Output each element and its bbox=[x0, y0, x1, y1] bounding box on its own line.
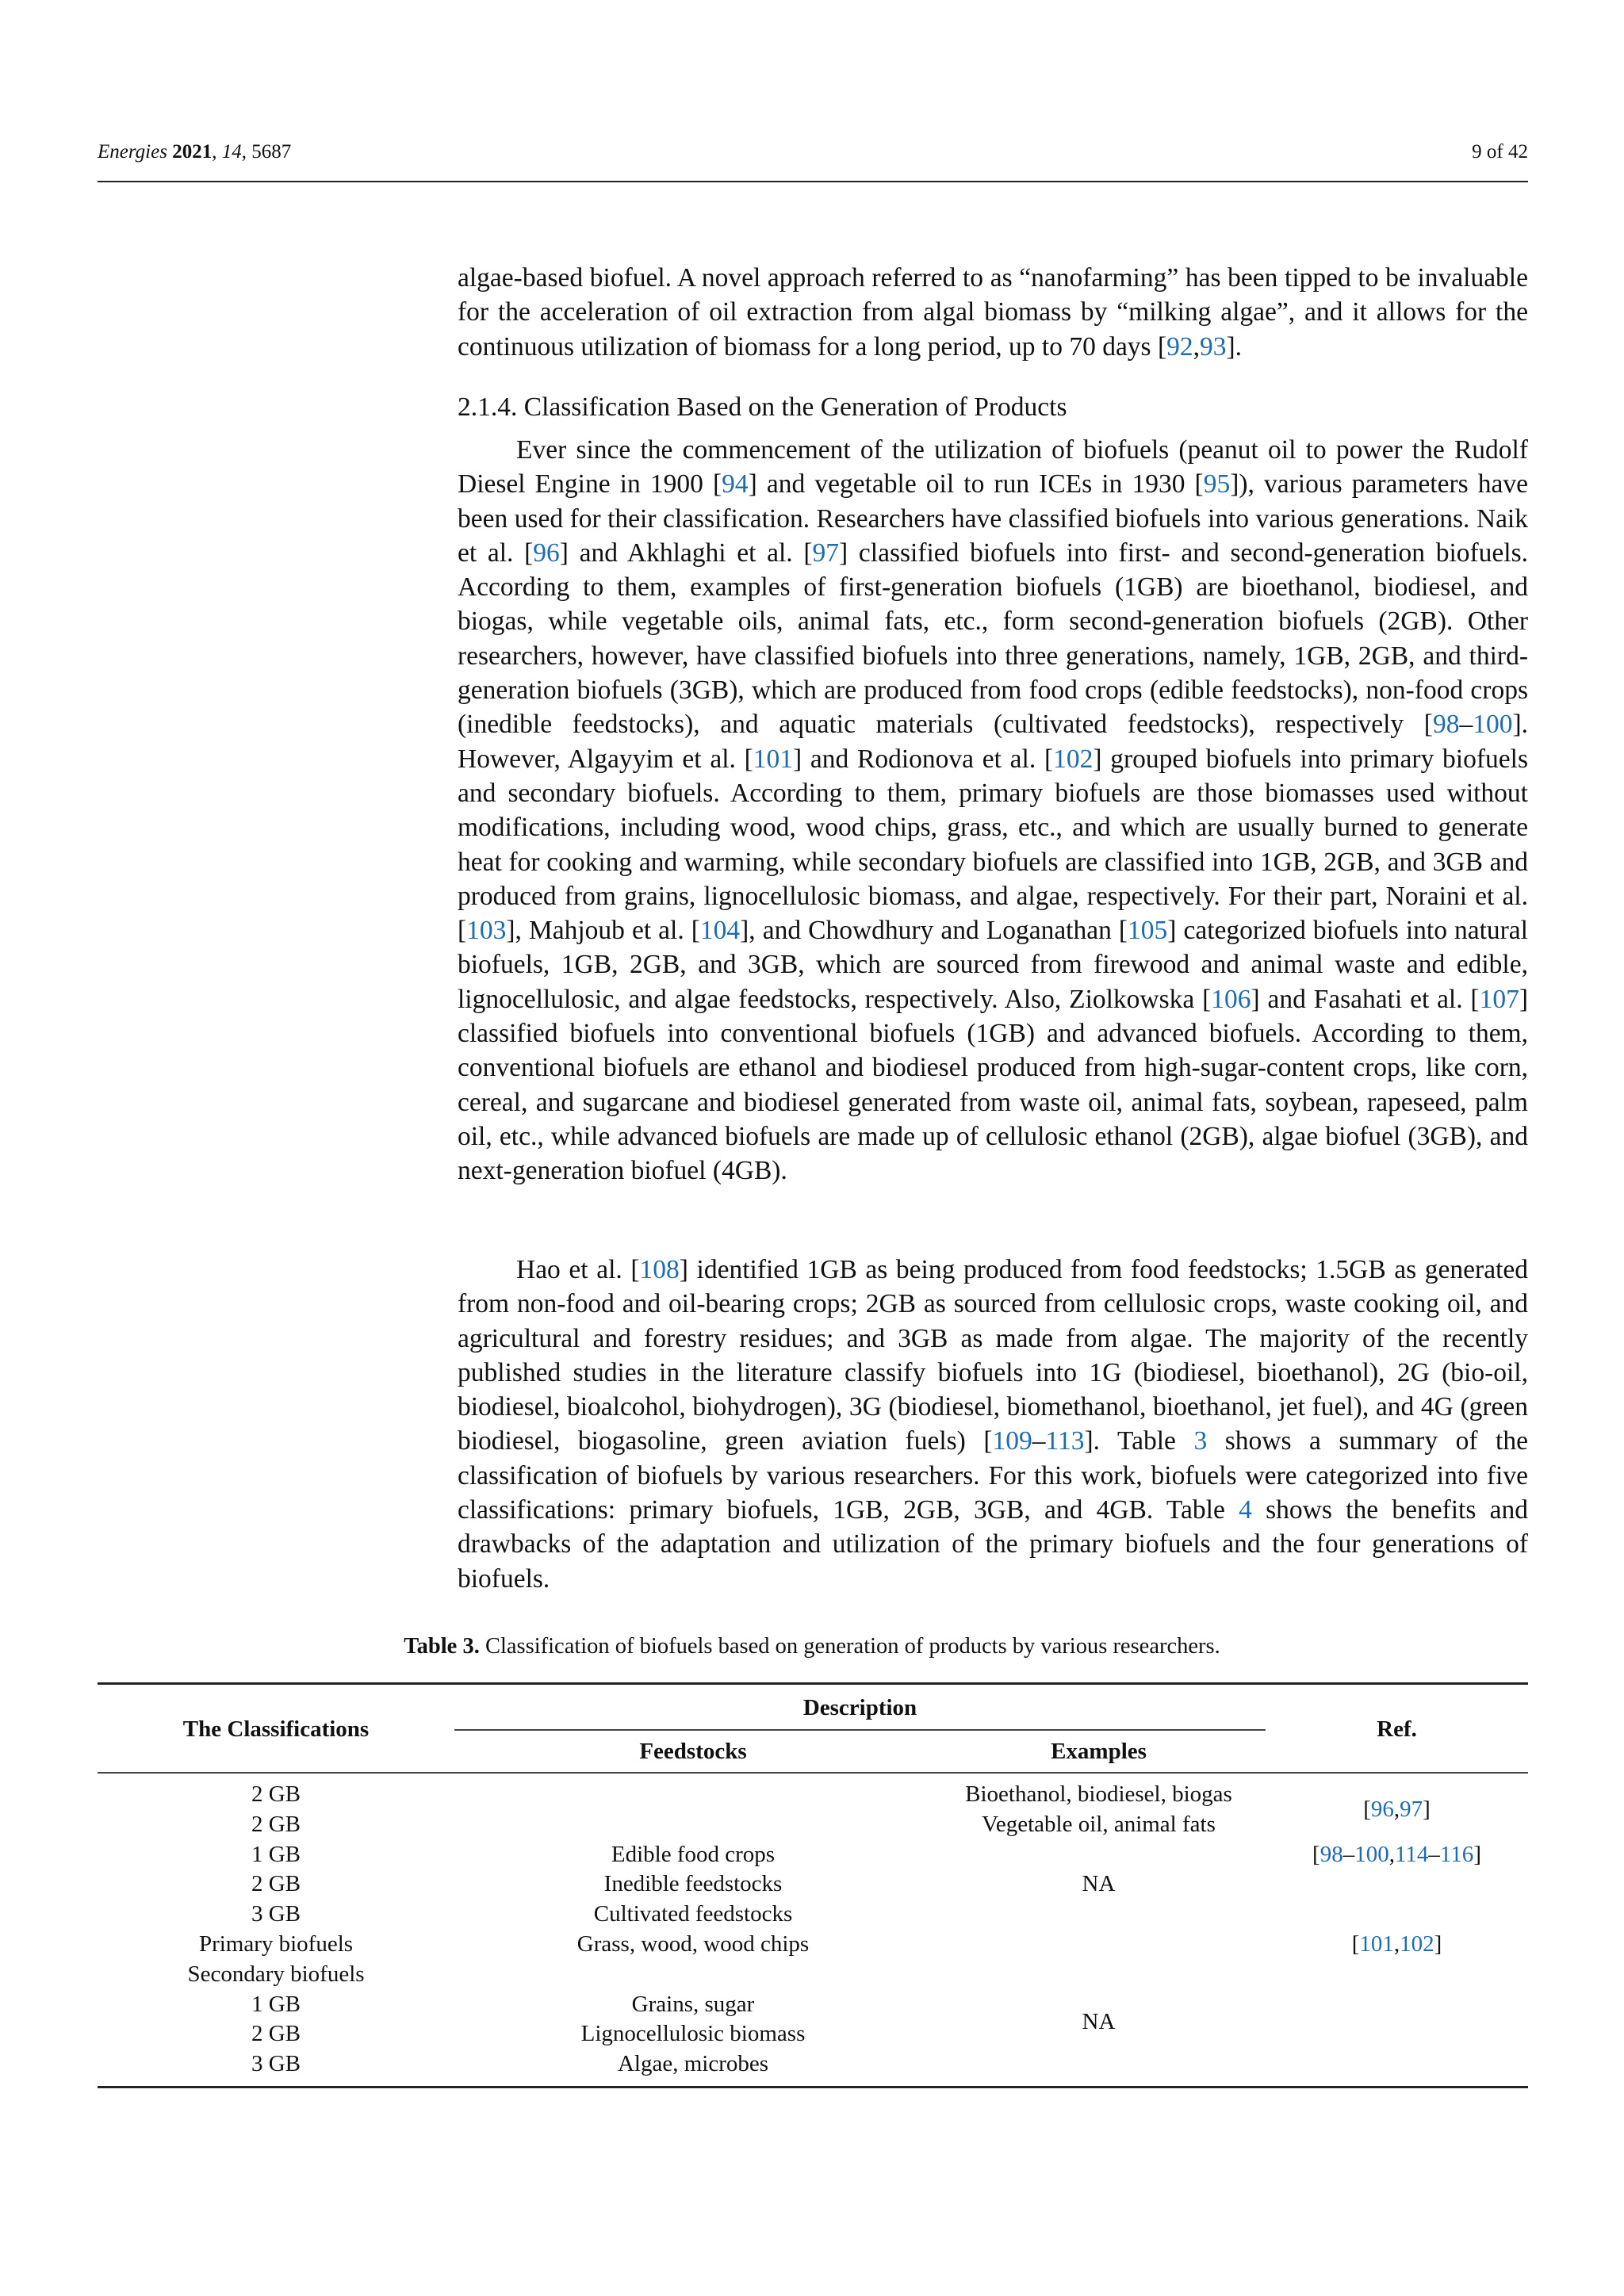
text: Ever since the commencement of the utilization of biofuels (peanut oil to power the Rudolf Diesel Engine in 1900 [ bbox=[458, 435, 1528, 499]
ref-link[interactable]: 98 bbox=[1320, 1841, 1343, 1867]
caption-label: Table 3. bbox=[404, 1634, 480, 1659]
paragraph-nanofarming: algae-based biofuel. A novel approach referred to as “nanofarming” has been tipped to be invaluable for the acceleration of oil extraction from algal biomass by “milking algae”, and it allows for the continuous utilization of biomass for a long period, up to 70 days [92,93]. bbox=[458, 263, 1528, 362]
bracket: [ bbox=[1351, 1931, 1360, 1957]
page-number: 9 of 42 bbox=[1472, 141, 1528, 163]
cell-example: Vegetable oil, animal fats bbox=[982, 1811, 1216, 1837]
section-heading: 2.1.4. Classification Based on the Generation of Products bbox=[458, 392, 1067, 422]
table-caption bbox=[0, 1631, 1624, 1663]
journal-year: 2021 bbox=[172, 141, 213, 163]
text: ]. Table bbox=[1084, 1426, 1194, 1456]
text: ] and Akhlaghi et al. [ bbox=[559, 538, 813, 568]
table-link[interactable]: 3 bbox=[1193, 1426, 1208, 1456]
col-header-classifications: The Classifications bbox=[182, 1716, 370, 1742]
ref-link[interactable]: 98 bbox=[1432, 710, 1460, 740]
ref-link[interactable]: 96 bbox=[533, 538, 560, 568]
table-row bbox=[98, 1990, 1528, 2020]
table-row bbox=[98, 1869, 1528, 1900]
text: shows a summary of the classification of biofuels by various researchers. For this work, biofuels were categorized into five classifications: primary biofuels, 1GB, 2GB, 3GB, and 4GB. Table bbox=[458, 1426, 1528, 1525]
text: ] and Fasahati et al. [ bbox=[1251, 984, 1480, 1014]
cell-ref-empty bbox=[1266, 1900, 1528, 1930]
cell-classification: 2 GB bbox=[251, 2021, 301, 2047]
ref-link[interactable]: 97 bbox=[812, 538, 840, 568]
table-row bbox=[98, 1773, 1528, 1810]
bracket: [ bbox=[1312, 1841, 1320, 1867]
bracket: ] bbox=[1434, 1931, 1442, 1957]
text: ] grouped biofuels into primary biofuels and secondary biofuels. According to them, primary biofuels are those biomasses used without modifications, including wood, wood chips, grass, etc., and which are usually burned to generate heat for cooking and warming, while secondary biofuels are classified into 1GB, 2GB, and 3GB and produced from grains, lignocellulosic biomass, and algae, respectively. For their part, Noraini et al. [ bbox=[458, 744, 1528, 946]
ref-dash: – bbox=[1032, 1426, 1046, 1456]
ref-link[interactable]: 102 bbox=[1400, 1931, 1434, 1957]
col-header-ref: Ref. bbox=[1377, 1716, 1417, 1742]
ref-link[interactable]: 102 bbox=[1053, 744, 1094, 774]
running-header bbox=[98, 141, 1528, 182]
cell-ref-empty bbox=[1266, 1960, 1528, 1990]
ref-link[interactable]: 114 bbox=[1394, 1841, 1429, 1867]
ref-sep: , bbox=[1388, 1841, 1395, 1867]
cell-ref bbox=[1266, 1840, 1528, 1870]
text: ] classified biofuels into conventional biofuels (1GB) and advanced biofuels. According to them, conventional biofuels are ethanol and biodiesel produced from high-sugar-content crops, like corn, cereal, and sugarcane and biodiesel generated from waste oil, animal fats, soybean, rapeseed, palm oil, etc., while advanced biofuels are made up of cellulosic ethanol (2GB), algae biofuel (3GB), and next-generation biofuel (4GB). bbox=[458, 984, 1528, 1186]
ref-link[interactable]: 105 bbox=[1128, 916, 1168, 946]
cell-ref-empty bbox=[1266, 2049, 1528, 2087]
text: ], and Chowdhury and Loganathan [ bbox=[740, 916, 1128, 946]
ref-link[interactable]: 116 bbox=[1439, 1841, 1474, 1867]
bracket: ] bbox=[1423, 1796, 1431, 1822]
cell-classification: 3 GB bbox=[251, 1901, 301, 1927]
journal-citation: Energies 2021, 14, 5687 bbox=[98, 141, 292, 163]
cell-classification: 2 GB bbox=[251, 1871, 301, 1897]
text: ] and vegetable oil to run ICEs in 1930 [ bbox=[748, 469, 1204, 499]
cell-feedstock: Algae, microbes bbox=[617, 2051, 769, 2077]
table-row bbox=[98, 1960, 1528, 1990]
journal-volume: 14 bbox=[221, 141, 242, 163]
cell-feedstock: Grass, wood, wood chips bbox=[576, 1931, 810, 1957]
ref-dash: – bbox=[1459, 710, 1473, 740]
journal-name: Energies bbox=[98, 141, 167, 163]
cell-feedstock bbox=[454, 1773, 932, 1810]
ref-link[interactable]: 108 bbox=[639, 1255, 680, 1284]
cell-example-empty bbox=[932, 1930, 1266, 1960]
cell-feedstock bbox=[454, 1810, 932, 1840]
ref-link[interactable]: 101 bbox=[1359, 1931, 1394, 1957]
cell-classification: 1 GB bbox=[251, 1991, 301, 2017]
col-header-examples: Examples bbox=[932, 1730, 1266, 1773]
text: ] and Rodionova et al. [ bbox=[793, 744, 1054, 774]
caption-text: Classification of biofuels based on generation of products by various researchers. bbox=[479, 1634, 1220, 1659]
article-number: 5687 bbox=[251, 141, 292, 163]
text: ] categorized biofuels into natural biofuels, 1GB, 2GB, and 3GB, which are sourced from firewood and animal waste and edible, lignocellulosic, and algae feedstocks, respectively. Also, Ziolkowska [ bbox=[458, 916, 1528, 1014]
cell-feedstock: Inedible feedstocks bbox=[603, 1871, 783, 1897]
ref-link[interactable]: 95 bbox=[1203, 469, 1231, 499]
para1-text: algae-based biofuel. A novel approach referred to as “nanofarming” has been tipped to be invaluable for the acceleration of oil extraction from algal biomass by “milking algae”, and it allows for the continuous utilization of biomass for a long period, up to 70 days [ bbox=[458, 263, 1528, 362]
cell-classification: Secondary biofuels bbox=[187, 1961, 365, 1987]
ref-link[interactable]: 106 bbox=[1211, 984, 1251, 1014]
ref-link[interactable]: 109 bbox=[992, 1426, 1032, 1456]
ref-link[interactable]: 97 bbox=[1400, 1796, 1423, 1822]
text: ]), various parameters have been used for their classification. Researchers have classified biofuels into various generations. Naik et al. [ bbox=[458, 469, 1529, 568]
cell-feedstock: Cultivated feedstocks bbox=[593, 1901, 793, 1927]
para1-end: ]. bbox=[1226, 331, 1243, 362]
ref-link[interactable]: 100 bbox=[1473, 710, 1513, 740]
text: shows the benefits and drawbacks of the adaptation and utilization of the primary biofuels and the four generations of biofuels. bbox=[458, 1495, 1529, 1594]
cell-example: Bioethanol, biodiesel, biogas bbox=[965, 1781, 1232, 1807]
classification-table bbox=[98, 1682, 1528, 2088]
ref-link[interactable]: 94 bbox=[722, 469, 749, 499]
cell-ref-empty bbox=[1266, 1869, 1528, 1900]
ref-sep: , bbox=[1393, 1796, 1400, 1822]
text: ], Mahjoub et al. [ bbox=[506, 916, 700, 946]
cell-ref-empty bbox=[1266, 2019, 1528, 2049]
cell-classification: Primary biofuels bbox=[198, 1931, 354, 1957]
table-row bbox=[98, 1930, 1528, 1960]
col-header-feedstocks: Feedstocks bbox=[454, 1730, 932, 1773]
text: ] identified 1GB as being produced from food feedstocks; 1.5GB as generated from non-food and oil-bearing crops; 2GB as sourced from cellulosic crops, waste cooking oil, and agricultural and forestry residues; and 3GB as made from algae. The majority of the recently published studies in the literature classify biofuels into 1G (biodiesel, bioethanol), 2G (bio-oil, biodiesel, bioalcohol, biohydrogen), 3G (biodiesel, biomethanol, bioethanol, jet fuel), and 4G (green biodiesel, biogasoline, green aviation fuels) [ bbox=[458, 1255, 1528, 1456]
ref-link[interactable]: 104 bbox=[699, 916, 741, 946]
ref-link[interactable]: 93 bbox=[1200, 331, 1227, 362]
paragraph-hao bbox=[458, 1253, 1528, 1596]
text: ] classified biofuels into first- and second-generation biofuels. According to them, examples of first-generation biofuels (1GB) are bioethanol, biodiesel, and biogas, while vegetable oils, animal fats, etc., form second-generation biofuels (2GB). Other researchers, however, have classified biofuels into three generations, namely, 1GB, 2GB, and third-generation biofuels (3GB), which are produced from food crops (edible feedstocks), non-food crops (inedible feedstocks), and aquatic materials (cultivated feedstocks), respectively [ bbox=[458, 538, 1528, 740]
ref-link[interactable]: 92 bbox=[1166, 331, 1193, 362]
table-row bbox=[98, 2049, 1528, 2087]
cell-ref-empty bbox=[1266, 1990, 1528, 2020]
ref-dash: – bbox=[1428, 1841, 1440, 1867]
ref-dash: – bbox=[1342, 1841, 1355, 1867]
ref-link[interactable]: 107 bbox=[1479, 984, 1519, 1014]
ref-link[interactable]: 101 bbox=[753, 744, 794, 774]
ref-sep: , bbox=[1393, 1931, 1400, 1957]
cell-example-na: NA bbox=[1082, 1871, 1116, 1897]
cell-classification: 2 GB bbox=[251, 1811, 301, 1837]
cell-feedstock: Edible food crops bbox=[611, 1841, 776, 1867]
col-header-description: Description bbox=[802, 1695, 917, 1720]
bracket: [ bbox=[1363, 1796, 1371, 1822]
table-link[interactable]: 4 bbox=[1239, 1495, 1252, 1525]
table-row bbox=[98, 1900, 1528, 1930]
cell-ref bbox=[1266, 1773, 1528, 1840]
ref-link[interactable]: 100 bbox=[1354, 1841, 1389, 1867]
cell-classification: 1 GB bbox=[251, 1841, 301, 1867]
ref-link[interactable]: 113 bbox=[1045, 1426, 1085, 1456]
text: ]. However, Algayyim et al. [ bbox=[458, 710, 1528, 774]
cell-classification: 3 GB bbox=[251, 2051, 301, 2077]
ref-link[interactable]: 103 bbox=[466, 916, 507, 946]
bracket: ] bbox=[1473, 1841, 1481, 1867]
cell-feedstock: Lignocellulosic biomass bbox=[580, 2021, 806, 2047]
cell-ref bbox=[1266, 1930, 1528, 1960]
paragraph-classification bbox=[458, 433, 1528, 1188]
ref-link[interactable]: 96 bbox=[1370, 1796, 1394, 1822]
cell-example-na: NA bbox=[1082, 2009, 1116, 2035]
cell-feedstock bbox=[454, 1960, 932, 1990]
cell-classification: 2 GB bbox=[251, 1781, 301, 1807]
table-row bbox=[98, 2019, 1528, 2049]
text: Hao et al. [ bbox=[516, 1255, 640, 1284]
table-row bbox=[98, 1840, 1528, 1870]
cell-feedstock: Grains, sugar bbox=[631, 1991, 755, 2017]
